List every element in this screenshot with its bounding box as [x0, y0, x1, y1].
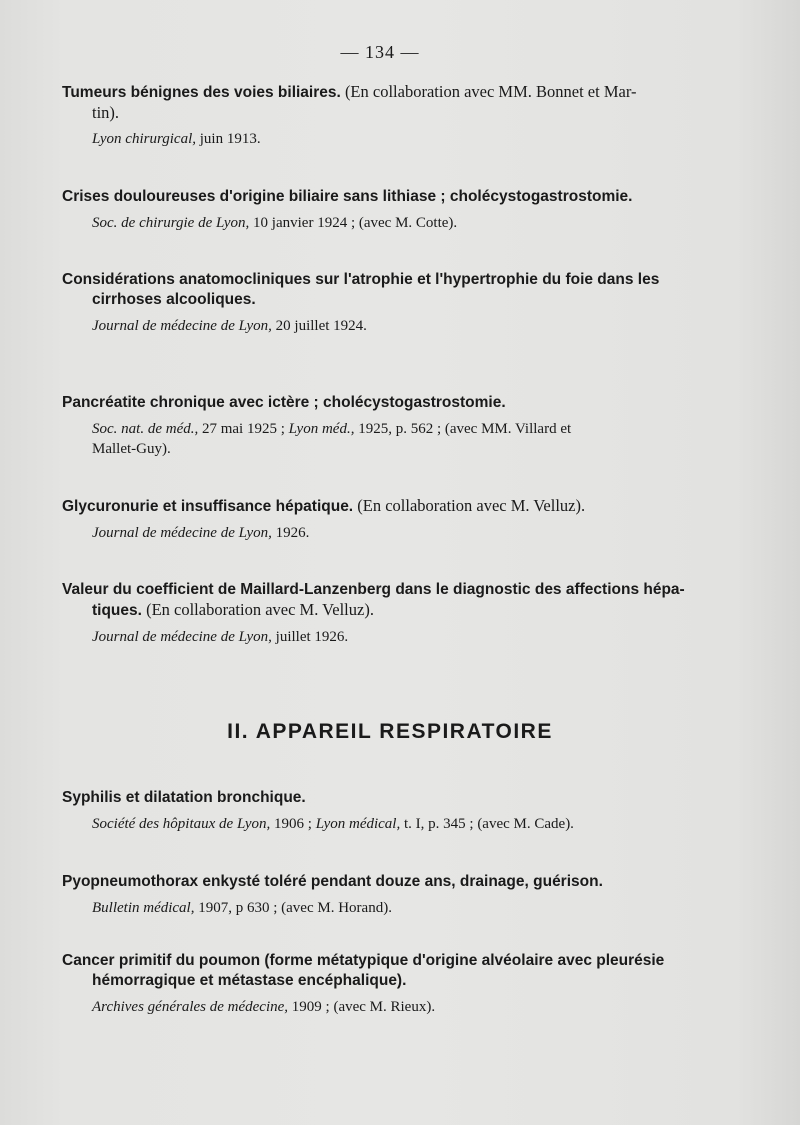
bibliography-entry: [62, 788, 722, 834]
bibliography-entry: [62, 187, 722, 233]
entry-reference: Archives générales de médecine, 1909 ; (avec M. Rieux).: [92, 999, 436, 1015]
entry-reference: Société des hôpitaux de Lyon, 1906 ; Lyon médical, t. I, p. 345 ; (avec M. Cade).: [92, 816, 574, 832]
entry-reference: Lyon chirurgical, juin 1913.: [92, 131, 261, 147]
entry-reference: Bulletin médical, 1907, p 630 ; (avec M. Horand).: [92, 900, 392, 916]
entry-title: Cancer primitif du poumon (forme métatypique d'origine alvéolaire avec pleurésie hémorragique et métastase encéphalique).: [62, 952, 665, 989]
entry-title: Valeur du coefficient de Maillard-Lanzenberg dans le diagnostic des affections hépa- tiques. (En collaboration avec M. Velluz).: [62, 581, 685, 619]
entry-reference: Journal de médecine de Lyon, 1926.: [92, 525, 310, 541]
entry-title: Glycuronurie et insuffisance hépatique. (En collaboration avec M. Velluz).: [62, 496, 586, 515]
section-heading: II. APPAREIL RESPIRATOIRE: [227, 720, 553, 743]
entry-title: Considérations anatomocliniques sur l'atrophie et l'hypertrophie du foie dans les cirrhoses alcooliques.: [62, 271, 660, 308]
bibliography-entry: [62, 496, 722, 543]
entry-reference: Journal de médecine de Lyon, juillet 1926.: [92, 629, 349, 645]
bibliography-entry: [62, 951, 722, 1017]
bibliography-entry: [62, 393, 722, 459]
bibliography-entry: [62, 82, 722, 149]
entry-reference: Soc. nat. de méd., 27 mai 1925 ; Lyon méd., 1925, p. 562 ; (avec MM. Villard et Mallet-Guy).: [92, 421, 572, 457]
page-number: — 134 —: [340, 42, 420, 62]
entry-reference: Journal de médecine de Lyon, 20 juillet 1924.: [92, 318, 367, 334]
entry-title: Pyopneumothorax enkysté toléré pendant douze ans, drainage, guérison.: [62, 873, 603, 890]
entry-title: Pancréatite chronique avec ictère ; cholécystogastrostomie.: [62, 394, 506, 411]
entry-title: Syphilis et dilatation bronchique.: [62, 789, 306, 806]
bibliography-entry: [62, 872, 722, 918]
bibliography-entry: [62, 270, 722, 336]
entry-reference: Soc. de chirurgie de Lyon, 10 janvier 1924 ; (avec M. Cotte).: [92, 215, 458, 231]
entry-title: Tumeurs bénignes des voies biliaires. (En collaboration avec MM. Bonnet et Mar- tin).: [62, 82, 637, 122]
entry-title: Crises douloureuses d'origine biliaire sans lithiase ; cholécystogastrostomie.: [62, 188, 633, 205]
bibliography-entry: [62, 580, 722, 647]
